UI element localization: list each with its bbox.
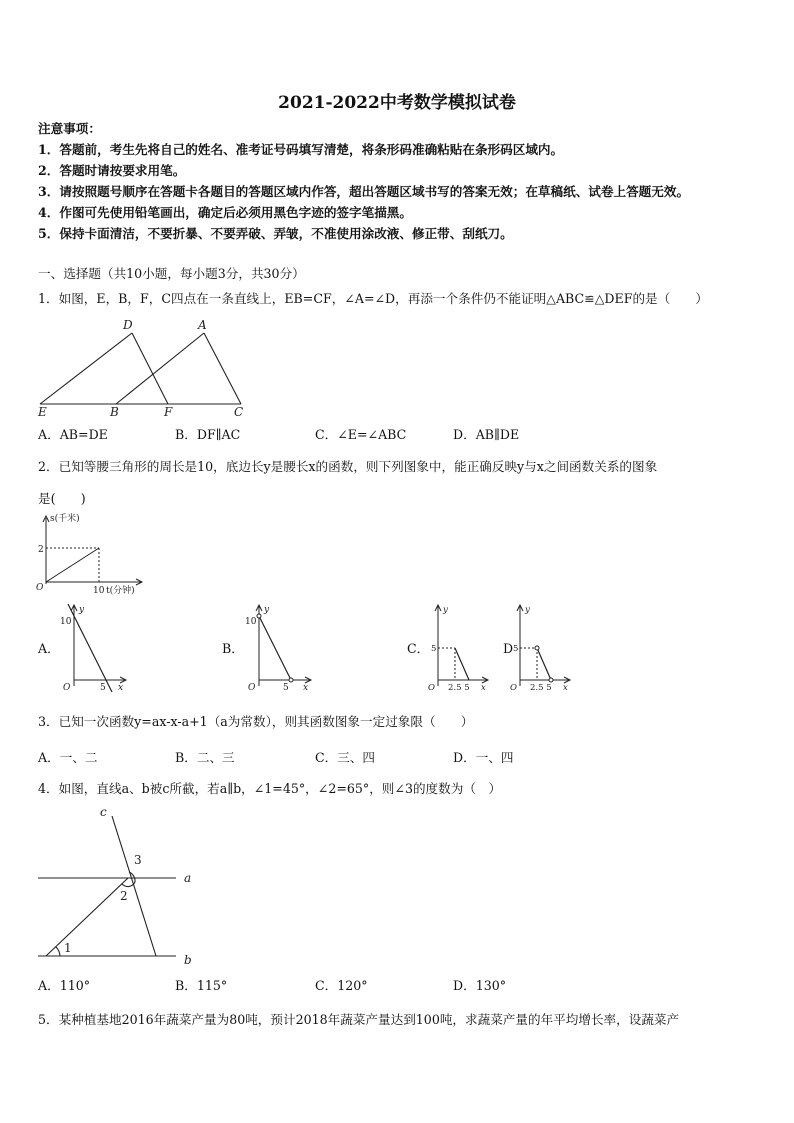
q4-option-c: C．120°: [315, 978, 368, 993]
axis-x: x: [481, 683, 486, 693]
q2-reference-graph: [36, 512, 146, 596]
y-tick: 10: [245, 617, 257, 627]
point-label-D: D: [123, 318, 133, 332]
point-label-A: A: [198, 318, 207, 332]
question-3-stem: 3．已知一次函数y=ax-x-a+1（a为常数），则其函数图象一定过象限（ ）: [38, 714, 474, 729]
notice-item: 3．请按照题号顺序在答题卡各题目的答题区域内作答，超出答题区域书写的答案无效；在草稿纸、试卷上答题无效。: [38, 184, 690, 199]
origin: O: [248, 683, 256, 693]
x-tick: 5: [283, 683, 289, 693]
q3-option-a: A．一、二: [38, 750, 98, 765]
q2-option-d-graph: [510, 602, 574, 694]
ref-x-label: t(分钟): [106, 586, 135, 596]
origin: O: [63, 683, 71, 693]
question-1-stem: 1．如图，E，B，F，C四点在一条直线上，EB=CF，∠A=∠D，再添一个条件仍不能证明△ABC≌△DEF的是（ ）: [38, 291, 709, 306]
q2-option-a-label: A．: [38, 641, 60, 656]
notice-item: 4．作图可先使用铅笔画出，确定后必须用黑色字迹的签字笔描黑。: [38, 205, 412, 220]
angle-label-3: 3: [134, 853, 142, 867]
q1-option-b: B．DF∥AC: [175, 427, 241, 442]
q1-triangle-figure: [36, 316, 248, 418]
ref-x-tick: 10: [93, 586, 105, 596]
q1-option-c: C．∠E=∠ABC: [315, 427, 407, 442]
notice-item: 1．答题前，考生先将自己的姓名、准考证号码填写清楚，将条形码准确粘贴在条形码区域内。: [38, 142, 564, 157]
angle-label-2: 2: [120, 889, 128, 903]
y-tick: 5: [431, 644, 437, 654]
page-title: 2021-2022中考数学模拟试卷: [278, 93, 516, 113]
notice-heading: 注意事项：: [38, 121, 101, 136]
origin: O: [510, 683, 517, 693]
line-label-a: a: [184, 871, 192, 885]
ref-origin: O: [36, 583, 44, 593]
q2-option-c-label: C．: [407, 641, 430, 656]
point-label-F: F: [164, 405, 173, 419]
ref-y-label: s(千米): [50, 514, 80, 524]
question-5-stem: 5．某种植基地2016年蔬菜产量为80吨，预计2018年蔬菜产量达到100吨，求蔬菜产量的年平均增长率，设蔬菜产: [38, 1012, 680, 1027]
x-tick: 2.5 5: [448, 683, 470, 693]
q2-option-c-graph: [428, 602, 492, 694]
axis-y: y: [443, 605, 448, 615]
q2-option-a-graph: [60, 602, 130, 694]
line-label-c: c: [100, 805, 107, 819]
q4-option-a: A．110°: [38, 978, 91, 993]
q2-option-d-label: D: [503, 641, 514, 656]
q4-parallel-lines-figure: [36, 804, 206, 970]
axis-y: y: [264, 605, 270, 615]
q1-option-d: D．AB∥DE: [453, 427, 520, 442]
origin: O: [428, 683, 435, 693]
x-tick: 5: [100, 683, 106, 693]
ref-y-tick: 2: [38, 545, 44, 555]
question-2-stem: 2．已知等腰三角形的周长是10，底边长y是腰长x的函数，则下列图象中，能正确反映y与x之间函数关系的图象: [38, 459, 658, 474]
q4-option-b: B．115°: [175, 978, 228, 993]
y-tick: 5: [513, 644, 519, 654]
angle-label-1: 1: [64, 941, 72, 955]
axis-x: x: [563, 683, 568, 693]
q4-option-d: D．130°: [453, 978, 507, 993]
question-4-stem: 4．如图，直线a、b被c所截，若a∥b，∠1=45°，∠2=65°，则∠3的度数为（ ）: [38, 781, 502, 796]
notice-item: 2．答题时请按要求用笔。: [38, 163, 186, 178]
axis-x: x: [118, 683, 124, 693]
y-tick: 10: [60, 617, 72, 627]
q3-option-c: C．三、四: [315, 750, 376, 765]
q2-option-b-graph: [245, 602, 315, 694]
line-label-b: b: [184, 953, 192, 967]
axis-y: y: [79, 605, 85, 615]
point-label-C: C: [234, 405, 244, 419]
x-tick: 2.5 5: [530, 683, 552, 693]
section-heading: 一、选择题（共10小题，每小题3分，共30分）: [38, 266, 305, 281]
q2-option-b-label: B．: [222, 641, 244, 656]
q3-option-d: D．一、四: [453, 750, 514, 765]
q1-option-a: A．AB=DE: [38, 427, 108, 442]
question-2-stem-cont: 是( ): [38, 491, 86, 506]
q3-option-b: B．二、三: [175, 750, 235, 765]
point-label-B: B: [110, 405, 119, 419]
axis-x: x: [303, 683, 309, 693]
axis-y: y: [525, 605, 530, 615]
point-label-E: E: [38, 405, 47, 419]
notice-item: 5．保持卡面清洁，不要折暴、不要弄破、弄皱，不准使用涂改液、修正带、刮纸刀。: [38, 226, 513, 241]
